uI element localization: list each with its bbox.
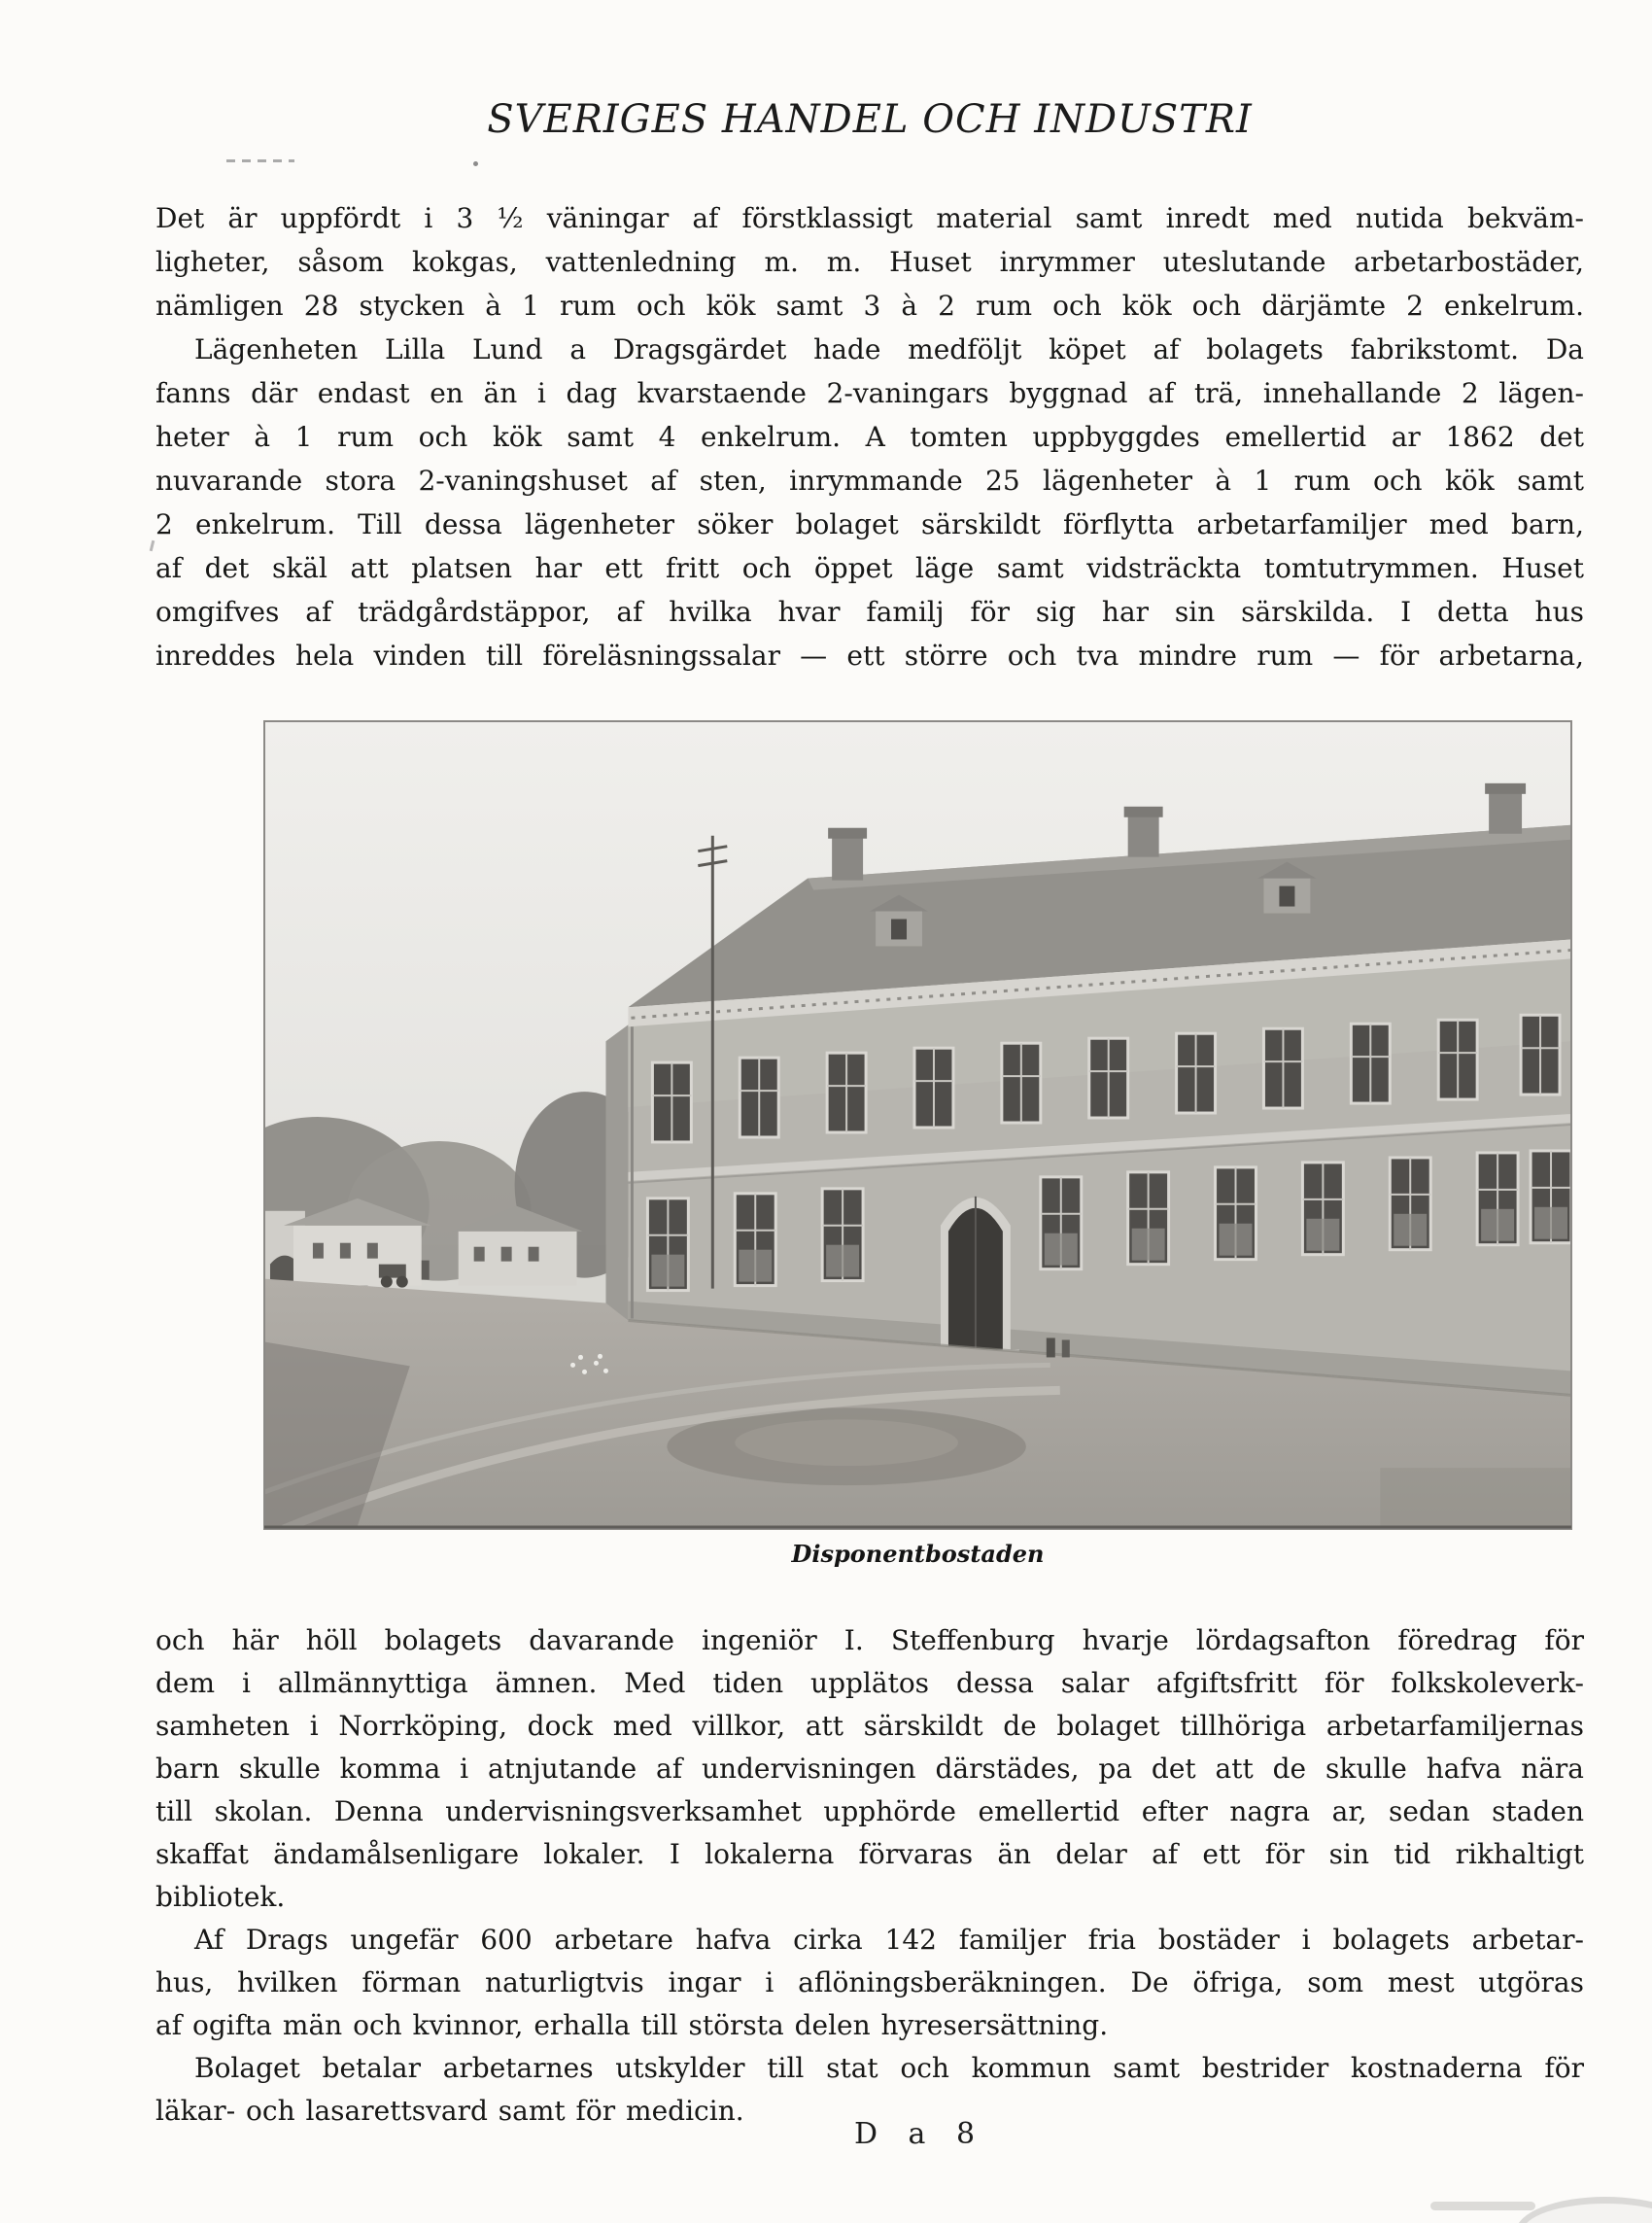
text-line: bibliotek. [155,1881,286,1913]
upper-text-block [155,196,1584,677]
text-line: af det skäl att platsen har ett fritt och öppet läge samt vidsträckta tomtutrymmen. Huset [155,552,1584,584]
text-line: samheten i Norrköping, dock med villkor, att särskildt de bolaget tillhöriga arbetarfamiljernas [155,1710,1584,1742]
text-line: dem i allmännyttiga ämnen. Med tiden upplätos dessa salar afgiftsfritt för folkskoleverk- [155,1667,1584,1699]
text-line: Af Drags ungefär 600 arbetare hafva cirka 142 familjer fria bostäder i bolagets arbetar- [194,1924,1584,1956]
text-line: 2 enkelrum. Till dessa lägenheter söker bolaget särskildt förflytta arbetarfamiljer med barn, [155,508,1584,540]
lower-text-block [155,1619,1584,2133]
text-line: hus, hvilken förman naturligtvis ingar i aflöningsberäkningen. De öfriga, som mest utgöras [155,1966,1584,1998]
text-line: omgifves af trädgårdstäppor, af hvilka hvar familj för sig har sin särskilda. I detta hus [155,596,1584,628]
scan-artifact-tick [150,540,155,551]
building-photo-illustration [264,721,1571,1529]
text-line: och här höll bolagets davarande ingeniör I. Steffenburg hvarje lördagsafton föredrag för [155,1624,1584,1656]
text-line: Lägenheten Lilla Lund a Dragsgärdet hade medföljt köpet af bolagets fabrikstomt. Da [194,333,1584,365]
scan-artifact-dot [473,161,478,166]
paragraph [155,1919,1584,2047]
text-line: nuvarande stora 2-vaningshuset af sten, inrymmande 25 lägenheter à 1 rum och kök samt [155,465,1584,497]
page-title: SVERIGES HANDEL OCH INDUSTRI [487,97,1253,142]
text-line: läkar- och lasarettsvard samt för medicin. [155,2095,744,2127]
photo-caption: Disponentbostaden [791,1540,1045,1568]
text-line: nämligen 28 stycken à 1 rum och kök samt 3 à 2 rum och kök och därjämte 2 enkelrum. [155,290,1584,322]
text-line: Bolaget betalar arbetarnes utskylder till stat och kommun samt bestrider kostnaderna för [194,2052,1584,2084]
scan-artifact-smudge [1430,2202,1535,2210]
text-line: barn skulle komma i atnjutande af undervisningen därstädes, pa det att de skulle hafva nära [155,1753,1584,1785]
scan-artifact-stamp-edge [1516,2197,1652,2223]
building-photograph [263,720,1572,1530]
scan-artifact-dashes [226,159,294,162]
text-line: af ogifta män och kvinnor, erhalla till största delen hyresersättning. [155,2009,1109,2041]
paragraph [155,328,1584,677]
text-line: skaffat ändamålsenligare lokaler. I lokalerna förvaras än delar af ett för sin tid rikhaltigt [155,1838,1584,1870]
text-line: till skolan. Denna undervisningsverksamhet upphörde emellertid efter nagra ar, sedan staden [155,1795,1584,1827]
paragraph [155,196,1584,328]
text-line: ligheter, såsom kokgas, vattenledning m. m. Huset inrymmer uteslutande arbetarbostäder, [155,246,1584,278]
text-line: heter à 1 rum och kök samt 4 enkelrum. A tomten uppbyggdes emellertid ar 1862 det [155,421,1584,453]
text-line: fanns där endast en än i dag kvarstaende 2-vaningars byggnad af trä, innehallande 2 lägen- [155,377,1584,409]
text-line: Det är uppfördt i 3 ½ väningar af förstklassigt material samt inredt med nutida bekväm- [155,202,1584,234]
text-line: inreddes hela vinden till föreläsningssalar — ett större och tva mindre rum — för arbetarna, [155,640,1584,672]
paragraph [155,1619,1584,1919]
page-signature-mark: D a 8 [853,2117,982,2151]
